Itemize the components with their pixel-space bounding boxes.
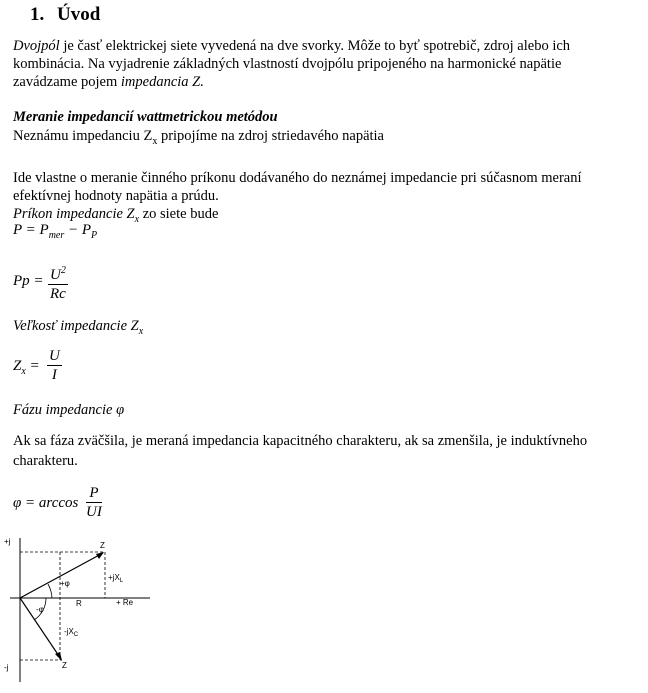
eq1-mid: − P xyxy=(64,222,92,238)
eq2-numerator xyxy=(48,262,68,285)
eq2-fraction xyxy=(48,262,68,303)
section-number: 1. xyxy=(30,4,45,25)
eq3-sub: x xyxy=(21,366,26,377)
jxl-label xyxy=(108,573,124,584)
intro-line-3-text: zavádzame pojem xyxy=(13,74,121,90)
z-top-label: Z xyxy=(100,541,105,550)
r-label: R xyxy=(76,599,82,608)
method-line-rest: pripojíme na zdroj striedavého napätia xyxy=(157,128,384,144)
z-bottom-label: Z xyxy=(62,661,67,670)
magnitude-label-sub: x xyxy=(138,325,144,337)
eq4-lhs: φ = arccos xyxy=(13,495,79,511)
intro-line-1 xyxy=(13,37,570,55)
phi-pos-arc xyxy=(48,584,52,598)
axis-neg-j-label: -j xyxy=(4,663,9,672)
power-label-rest: zo siete bude xyxy=(139,206,219,222)
magnitude-label xyxy=(13,317,143,341)
eq4-numerator: P xyxy=(86,484,102,503)
jxl-sub: L xyxy=(119,578,124,584)
eq1-lhs: P = P xyxy=(13,222,49,238)
eq2-num: U xyxy=(50,267,61,283)
eq4-fraction xyxy=(86,484,102,521)
method-line xyxy=(13,127,384,151)
method-heading: Meranie impedancií wattmetrickou metódou xyxy=(13,109,278,125)
intro-line-3 xyxy=(13,73,204,91)
intro-line-2: kombinácia. Na vyjadrenie základných vlastností dvojpólu pripojeného na harmonické napätie xyxy=(13,56,562,72)
z-inductive-arrowhead xyxy=(96,552,104,559)
eq3-fraction xyxy=(47,347,62,384)
intro-term: Dvojpól xyxy=(13,38,60,54)
jxl-text: +jX xyxy=(108,573,120,582)
phase-label: Fázu impedancie φ xyxy=(13,402,125,418)
eq3-equals: = xyxy=(25,358,40,374)
jxc-sub: C xyxy=(73,632,79,638)
conclusion-line-1: Ak sa fáza zväčšila, je meraná impedancia kapacitného charakteru, ak sa zmenšila, je induktívneho xyxy=(13,433,588,449)
eq4-denominator: UI xyxy=(86,504,102,520)
section-heading xyxy=(30,4,100,26)
phi-neg-label: -φ xyxy=(36,605,44,614)
eq3-numerator: U xyxy=(49,348,60,364)
eq3-lhs xyxy=(13,358,40,377)
intro-line-1-text: je časť elektrickej siete vyvedená na dve svorky. Môže to byť spotrebič, zdroj alebo ich xyxy=(63,38,571,54)
method-line-text: Neznámu impedanciu Z xyxy=(13,128,153,144)
eq2-num-sup: 2 xyxy=(60,265,66,276)
jxc-label xyxy=(64,627,79,638)
eq2-denominator: Rc xyxy=(50,286,66,302)
eq2-lhs: Pp = xyxy=(13,273,44,289)
phi-pos-label: +φ xyxy=(60,579,70,588)
z-inductive-phasor xyxy=(20,553,103,598)
intro-line-3-term: impedancia Z. xyxy=(120,74,204,90)
paragraph-line-1: Ide vlastne o meranie činného príkonu dodávaného do neznámej impedancie pri súčasnom meraní xyxy=(13,170,582,186)
jxc-text: -jX xyxy=(64,627,74,636)
method-line-sub: x xyxy=(152,135,158,147)
equation-power xyxy=(13,222,97,241)
paragraph-line-2: efektívnej hodnoty napätia a prúdu. xyxy=(13,188,219,204)
eq3-denominator: I xyxy=(51,367,57,383)
axis-re-label: + Re xyxy=(116,598,134,607)
eq1-sub2: P xyxy=(91,230,98,241)
conclusion-line-2: charakteru. xyxy=(13,453,78,469)
power-label-text: Príkon impedancie Z xyxy=(13,206,135,222)
power-label-sub: x xyxy=(134,213,140,225)
impedance-phasor-diagram xyxy=(0,530,180,690)
eq1-sub1: mer xyxy=(48,230,65,241)
eq3-z: Z xyxy=(13,358,22,374)
axis-pos-j-label: +j xyxy=(4,537,11,546)
section-title: Úvod xyxy=(57,4,101,25)
magnitude-label-text: Veľkosť impedancie Z xyxy=(13,318,139,334)
